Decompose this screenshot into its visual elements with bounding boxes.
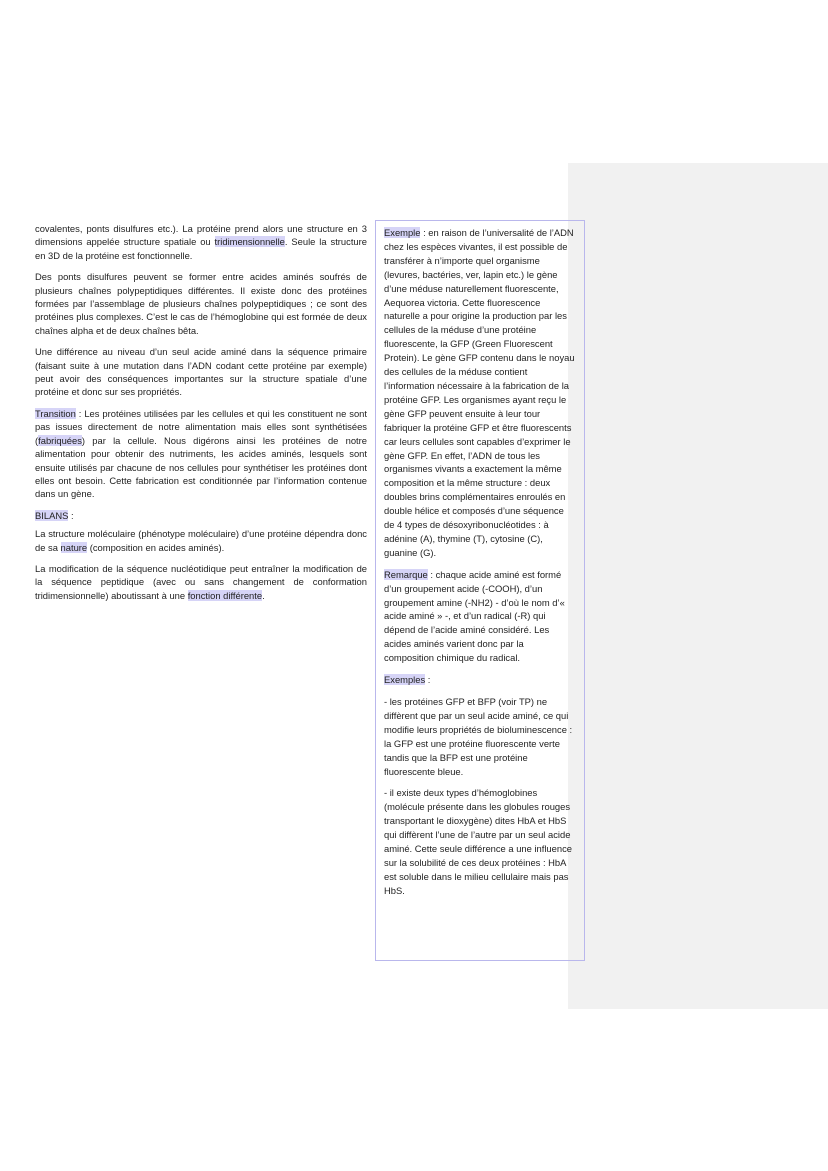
main-text-column: [35, 222, 367, 610]
remark-acide-amine: Remarque : chaque acide aminé est formé d’un groupement acide (-COOH), d’un groupement amine (-NH2) - d’où le nom d’« acide aminé » -, et d’un radical (-R) qui dépend de l’acide aminé considéré. Les acides aminés varient donc par la composition chimique du radical.: [384, 568, 565, 664]
highlight-fabriquees: fabriquées: [38, 434, 82, 446]
highlight-exemple: Exemple: [384, 227, 421, 238]
sidebar-textbox: [375, 220, 585, 961]
highlight-transition: Transition: [35, 407, 76, 419]
example-gfp: Exemple : en raison de l’universalité de l’ADN chez les espèces vivantes, il est possible de transférer à n’importe quel organisme (levures, bactéries, ver, lapin etc.) le gène d’une méduse naturellement fluorescente, Aequorea victoria. Cette fluorescence naturelle a pour origine la production par les cellules de la méduse d’une protéine fluorescente, la GFP (Green Fluorescent Protein). Le gène GFP contenu dans le noyau des cellules de la méduse contient l’information nécessaire à la fabrication de la protéine GFP. Les organismes ayant reçu le gène GFP peuvent ensuite à leur tour fabriquer la protéine GFP et être fluorescents car leurs cellules sont capables d’exprimer le gène GFP. En effet, l’ADN de tous les organismes vivants a exactement la même composition et la même structure : deux doubles brins complémentaires enroulés en double hélice et composés d’une séquence de 4 types de désoxyribonucléotides : à adénine (A), thymine (T), cytosine (C), guanine (G).: [384, 227, 575, 558]
highlight-remarque: Remarque: [384, 568, 428, 580]
highlight-fonction-differente: fonction différente: [187, 589, 263, 601]
highlight-tridimensionnelle: tridimensionnelle: [214, 236, 285, 248]
paragraph-transition: Transition : Les protéines utilisées par les cellules et qui les constituent ne sont pas issues directement de notre alimentation mais elles sont synthétisées (fabriquées) par la cellule. Nous digérons ainsi les protéines de notre alimentation pour obtenir des nutriments, les acides aminés, lesquels sont ensuite utilisés par chacune de nos cellules pour synthétiser les protéines dont elles ont besoin. Cette fabrication est conditionnée par l’information contenue dans un gène.: [35, 407, 367, 500]
example-item-hemoglobine: - il existe deux types d’hémoglobines (molécule présente dans les globules rouges transportant le dioxygène) dites HbA et HbS qui diffèrent l’une de l’autre par un seul acide aminé. Cette seule différence a une influence sur la solubilité de ces deux protéines : HbA est soluble dans le milieu cellulaire mais pas HbS.: [384, 787, 572, 896]
paragraph-structure-3d: covalentes, ponts disulfures etc.). La protéine prend alors une structure en 3 dimensions appelée structure spatiale ou tridimensionnelle. Seule la structure en 3D de la protéine est fonctionnelle.: [35, 223, 367, 261]
highlight-exemples: Exemples: [384, 674, 426, 686]
highlight-nature: nature: [60, 541, 88, 553]
paragraph-bilan-fonction: La modification de la séquence nucléotidique peut entraîner la modification de la séquence peptidique (avec ou sans changement de conformation tridimensionnelle) aboutissant à une fonction différente.: [35, 562, 367, 601]
paragraph-mutation: Une différence au niveau d’un seul acide aminé dans la séquence primaire (faisant suite à une mutation dans l’ADN codant cette protéine par exemple) peut avoir des conséquences importantes sur la structure spatiale d’une protéine et donc sur ses propriétés.: [35, 346, 367, 398]
highlight-bilans: BILANS: [35, 509, 69, 521]
bilans-heading: BILANS :: [35, 509, 74, 521]
examples-heading: Exemples :: [384, 674, 431, 686]
example-item-gfp-bfp: - les protéines GFP et BFP (voir TP) ne diffèrent que par un seul acide aminé, ce qui modifie leurs propriétés de bioluminescence : la GFP est une protéine fluorescente verte tandis que la BFP est une protéine fluorescente bleue.: [384, 696, 573, 777]
comment-pane: [568, 163, 828, 1009]
paragraph-bilan-nature: La structure moléculaire (phénotype moléculaire) d’une protéine dépendra donc de sa nature (composition en acides aminés).: [35, 528, 367, 553]
paragraph-ponts-disulfures: Des ponts disulfures peuvent se former entre acides aminés soufrés de plusieurs chaînes polypeptidiques différentes. Il existe donc des protéines formées par l’assemblage de plusieurs chaînes polypeptidiques ; ce sont des protéines plus complexes. C’est le cas de l’hémoglobine qui est formée de deux chaînes alpha et de deux chaînes bêta.: [35, 271, 367, 336]
